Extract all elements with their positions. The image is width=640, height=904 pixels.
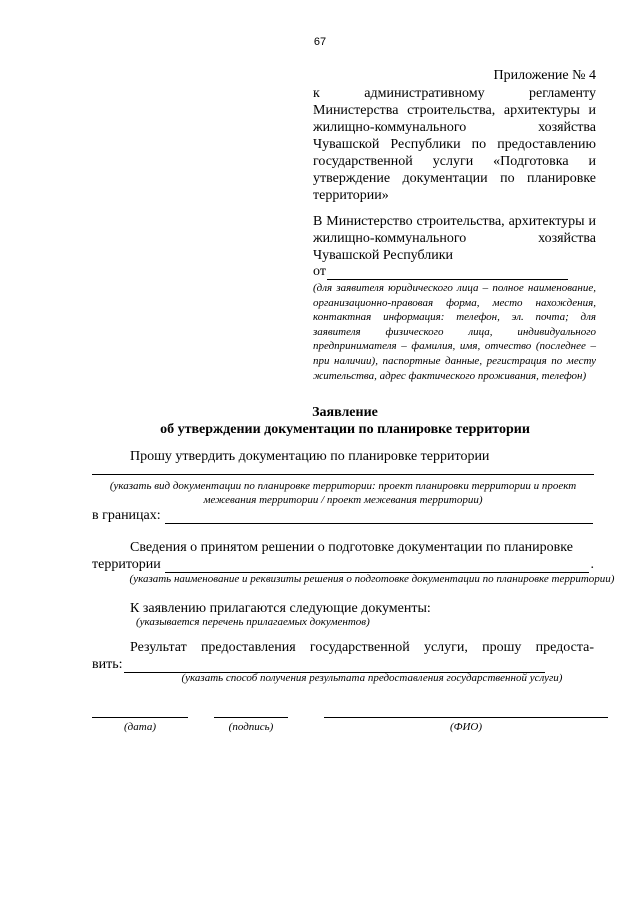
appendix-text: к административному регламенту Министерства строительства, архитектуры и жилищно-коммунального хозяйства Чувашской Республики по предоставлению государственной услуги «Подготовка и утверждение документации по планировке территории» — [313, 86, 596, 203]
territory-label: территории — [92, 557, 161, 572]
appendix-title: Приложение № 4 — [493, 68, 596, 83]
decision-end-mark: . — [590, 557, 594, 572]
decision-note: (указать наименование и реквизиты решения о подготовке документации по планировке территории) — [129, 573, 615, 585]
addressee-text: В Министерство строительства, архитектуры и жилищно-коммунального хозяйства Чувашской Республики — [313, 214, 596, 263]
attachments-text: К заявлению прилагаются следующие документы: — [130, 601, 431, 616]
territory-row — [92, 556, 594, 573]
from-label: от — [313, 264, 326, 279]
signature-field[interactable] — [214, 717, 288, 718]
from-row — [313, 263, 596, 280]
date-field[interactable] — [92, 717, 188, 718]
signature-label: (подпись) — [228, 721, 274, 733]
document-subtitle: об утверждении документации по планировке территории — [160, 422, 530, 437]
decision-field[interactable] — [165, 558, 589, 573]
date-label: (дата) — [124, 721, 156, 733]
full-name-field[interactable] — [324, 717, 608, 718]
decision-text: Сведения о принятом решении о подготовке документации по планировке — [130, 540, 573, 555]
result-note: (указать способ получения результата предоставления государственной услуги) — [181, 672, 563, 684]
document-title: Заявление — [312, 405, 378, 420]
documentation-type-field[interactable] — [92, 474, 594, 475]
result-continuation: вить: — [92, 657, 123, 672]
attachments-note: (указывается перечень прилагаемых документов) — [136, 616, 370, 628]
page-number: 67 — [313, 36, 327, 48]
result-text: Результат предоставления государственной услуги, прошу предоста- — [130, 640, 594, 655]
applicant-field[interactable] — [327, 265, 568, 280]
borders-row — [92, 507, 594, 524]
full-name-label: (ФИО) — [449, 721, 483, 733]
applicant-note: (для заявителя юридического лица – полное наименование, организационно-правовая форма, место нахождения, контактная информация: телефон, эл. почта; для заявителя физического лица, индивидуального предпринимателя – фамилия, имя, отчество (последнее – при наличии), паспортные данные, регистрация по месту жительства, адрес фактического проживания, телефон) — [313, 282, 596, 382]
borders-field[interactable] — [165, 509, 593, 524]
borders-label: в границах: — [92, 508, 161, 523]
documentation-type-note: (указать вид документации по планировке территории: проект планировки территории и проект межевания территории / проект межевания территории) — [109, 480, 577, 506]
request-text: Прошу утвердить документацию по планировке территории — [130, 449, 490, 464]
